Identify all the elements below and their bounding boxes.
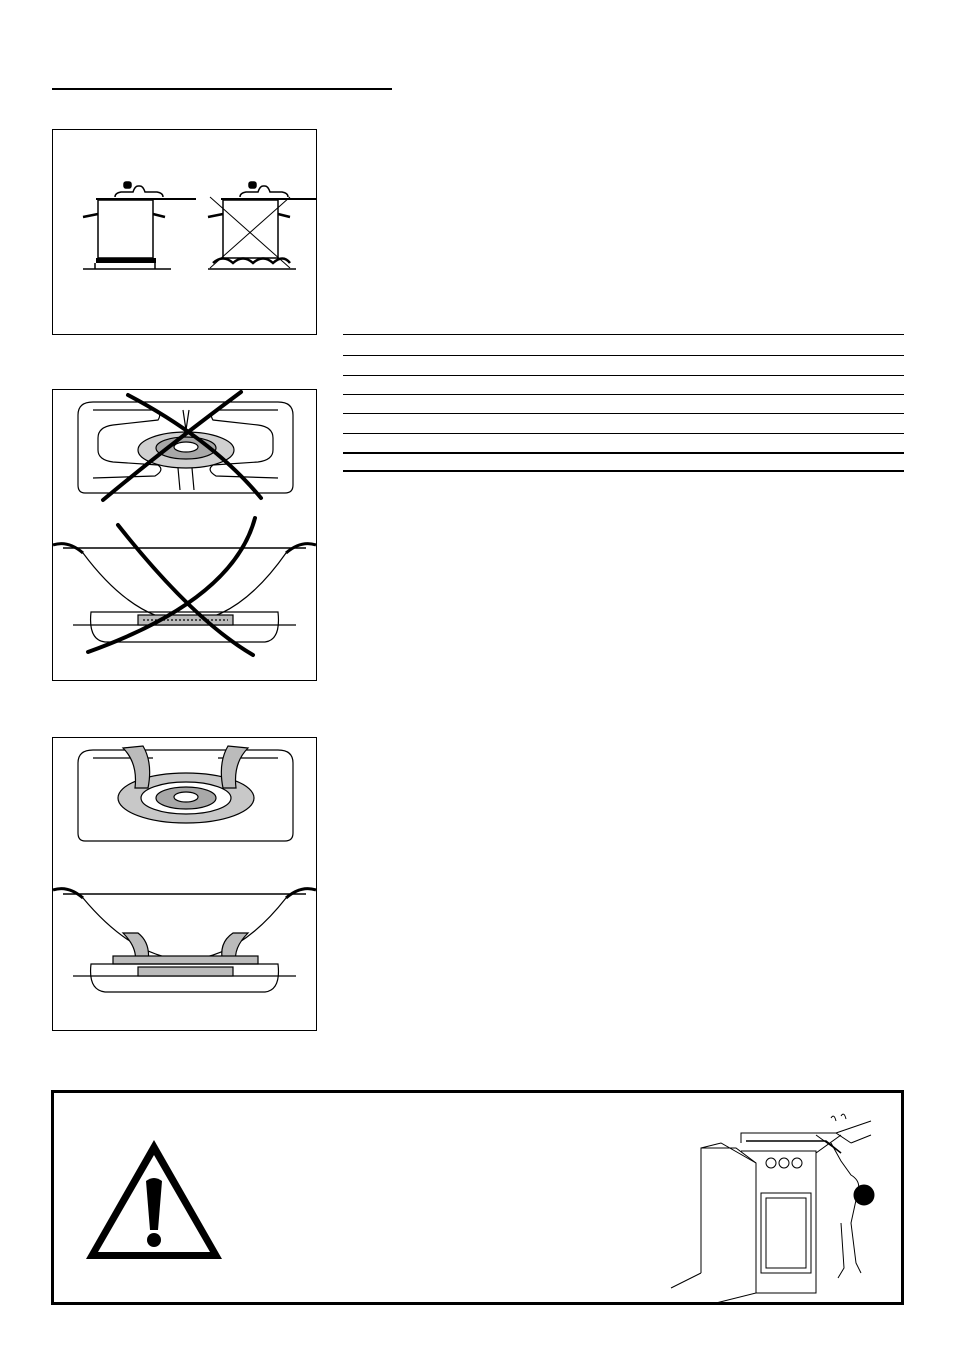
warning-box xyxy=(51,1090,904,1305)
table-rule xyxy=(343,470,904,472)
correct-pan-icon xyxy=(83,182,196,269)
header-rule xyxy=(52,88,392,90)
table-rule xyxy=(343,334,904,335)
child-cooker-icon xyxy=(666,1113,876,1303)
table-rule xyxy=(343,394,904,395)
table-rule xyxy=(343,375,904,376)
table-rule xyxy=(343,433,904,434)
wok-without-ring-figure xyxy=(52,389,317,681)
pan-size-figure xyxy=(52,129,317,335)
table-rule xyxy=(343,452,904,454)
table-rule xyxy=(343,355,904,356)
wrong-pan-icon xyxy=(208,182,316,269)
wok-with-ring-figure xyxy=(52,737,317,1031)
table-rule xyxy=(343,413,904,414)
wok-with-ring-illustration xyxy=(53,738,316,1030)
wok-without-ring-illustration xyxy=(53,390,316,680)
pan-size-illustration xyxy=(53,130,316,334)
warning-triangle-icon xyxy=(82,1135,227,1265)
